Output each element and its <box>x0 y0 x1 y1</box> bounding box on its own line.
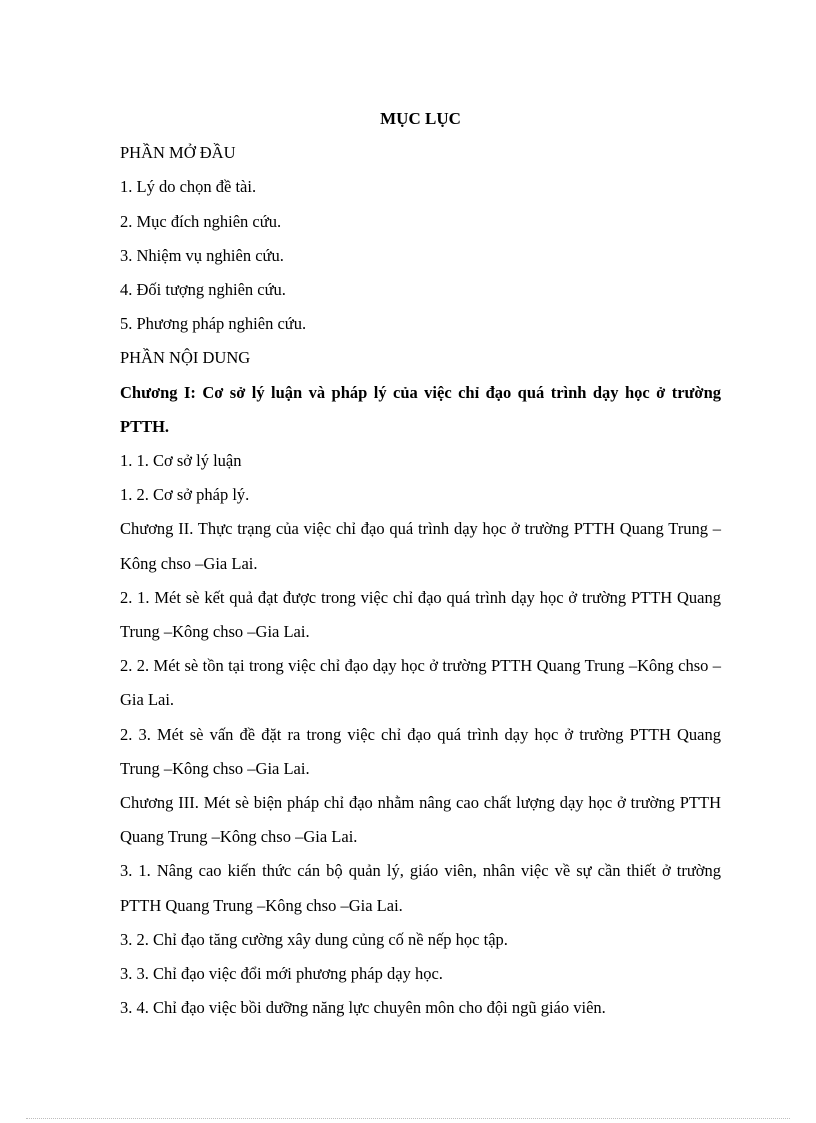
toc-item-purpose: 2. Mục đích nghiên cứu. <box>120 211 282 231</box>
toc-chapter-1: Chương I: Cơ sở lý luận và pháp lý của việc chỉ đạo quá trình dạy học ở trường PTTH. <box>120 382 721 436</box>
toc-section-content: PHẦN NỘI DUNG <box>120 348 251 368</box>
toc-section-intro: PHẦN MỞ ĐẦU <box>120 143 236 163</box>
toc-item-1-1: 1. 1. Cơ sở lý luận <box>120 451 242 471</box>
toc-item-subjects: 4. Đối tượng nghiên cứu. <box>120 280 286 299</box>
toc-item-1-2: 1. 2. Cơ sở pháp lý. <box>120 485 250 505</box>
toc-chapter-2: Chương II. Thực trạng của việc chỉ đạo quá trình dạy học ở trường PTTH Quang Trung –Kông chso –Gia Lai. <box>120 519 721 573</box>
toc-item-3-1: 3. 1. Nâng cao kiến thức cán bộ quản lý, giáo viên, nhân việc về sự cần thiết ở trường PTTH Quang Trung –Kông chso –Gia Lai. <box>120 861 721 915</box>
toc-item-3-4: 3. 4. Chỉ đạo việc bồi dưỡng năng lực chuyên môn cho đội ngũ giáo viên. <box>120 998 606 1018</box>
toc-chapter-3: Chương III. Mét sè biện pháp chỉ đạo nhằm nâng cao chất lượng dạy học ở trường PTTH Quang Trung –Kông chso –Gia Lai. <box>120 793 721 847</box>
toc-item-2-3: 2. 3. Mét sè vấn đề đặt ra trong việc chỉ đạo quá trình dạy học ở trường PTTH Quang Trung –Kông chso –Gia Lai. <box>120 724 721 778</box>
page-footer-divider <box>26 1118 790 1119</box>
toc-item-tasks: 3. Nhiệm vụ nghiên cứu. <box>120 245 284 265</box>
toc-item-2-1: 2. 1. Mét sè kết quả đạt được trong việc chỉ đạo quá trình dạy học ở trường PTTH Quang Trung –Kông chso –Gia Lai. <box>120 587 721 642</box>
toc-item-2-2: 2. 2. Mét sè tồn tại trong việc chỉ đạo dạy học ở trường PTTH Quang Trung –Kông chso –Gia Lai. <box>120 656 721 710</box>
toc-item-reason: 1. Lý do chọn đề tài. <box>120 177 257 197</box>
table-of-contents <box>120 102 721 1025</box>
toc-title: MỤC LỤC <box>380 109 461 128</box>
toc-item-3-3: 3. 3. Chỉ đạo việc đổi mới phương pháp dạy học. <box>120 964 443 984</box>
toc-item-3-2: 3. 2. Chỉ đạo tăng cường xây dung củng cố nề nếp học tập. <box>120 929 508 949</box>
toc-item-methods: 5. Phương pháp nghiên cứu. <box>120 314 307 334</box>
